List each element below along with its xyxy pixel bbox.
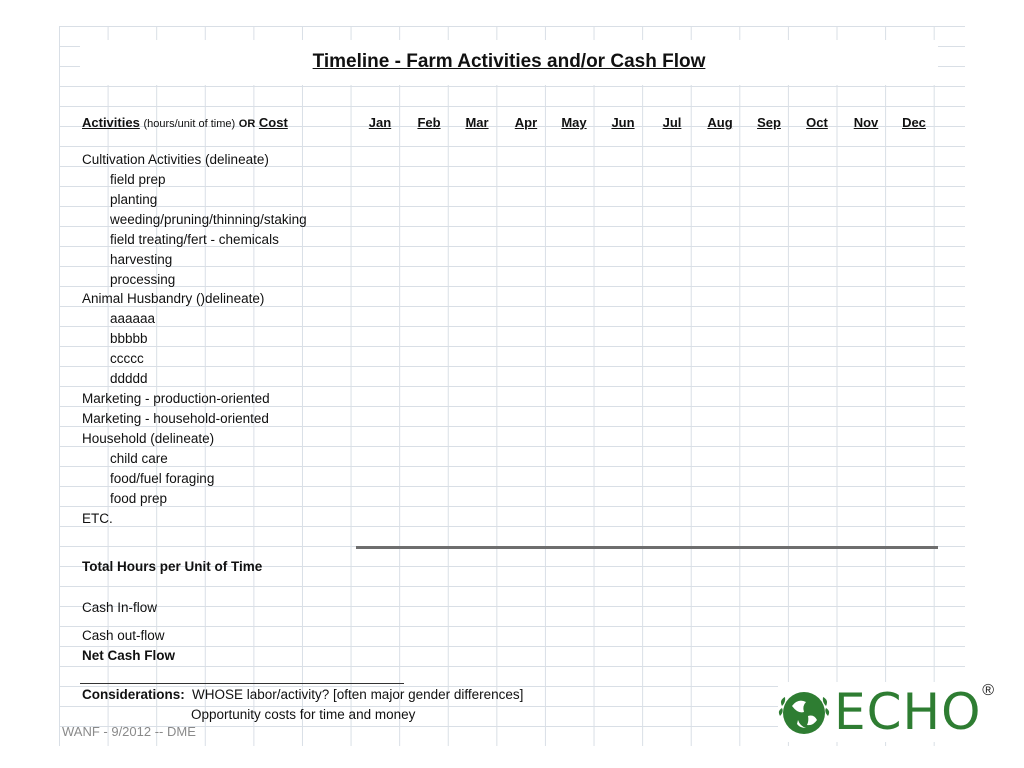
row-label-cultivation: Cultivation Activities (delineate)	[82, 152, 269, 167]
page-title: Timeline - Farm Activities and/or Cash Flow	[80, 50, 938, 74]
row-label-marketing-household: Marketing - household-oriented	[82, 411, 269, 426]
month-header-jul: Jul	[662, 115, 682, 130]
footer-credit: WANF - 9/2012 -- DME	[62, 724, 196, 739]
row-label-aaaaaa: aaaaaa	[110, 311, 156, 326]
month-header-apr: Apr	[514, 115, 538, 130]
considerations-line-1: WHOSE labor/activity? [often major gender differences]	[192, 687, 524, 702]
row-label-animal-husbandry: Animal Husbandry ()delineate)	[82, 291, 265, 306]
considerations-label: Considerations:	[82, 687, 185, 702]
echo-logo	[778, 682, 994, 742]
row-label-etc: ETC.	[82, 511, 113, 526]
globe-leaf-icon	[778, 686, 830, 738]
grid-top-margin	[59, 0, 965, 26]
row-label-food-fuel-foraging: food/fuel foraging	[110, 471, 215, 486]
row-label-ccccc: ccccc	[110, 351, 144, 366]
row-label-planting: planting	[110, 192, 158, 207]
month-header-oct: Oct	[806, 115, 828, 130]
header-cost: Cost	[258, 115, 288, 130]
row-label-bbbbb: bbbbb	[110, 331, 148, 346]
considerations-line-2: Opportunity costs for time and money	[191, 707, 416, 722]
column-header-activities	[82, 115, 288, 130]
row-label-ddddd: ddddd	[110, 371, 148, 386]
row-label-harvesting: harvesting	[110, 252, 173, 267]
row-label-household: Household (delineate)	[82, 431, 215, 446]
month-header-may: May	[561, 115, 587, 130]
row-label-food-prep: food prep	[110, 491, 168, 506]
month-header-jun: Jun	[611, 115, 635, 130]
month-header-aug: Aug	[707, 115, 733, 130]
row-label-total-hours: Total Hours per Unit of Time	[82, 559, 263, 574]
row-label-weeding: weeding/pruning/thinning/staking	[110, 212, 307, 227]
row-label-processing: processing	[110, 272, 176, 287]
month-header-nov: Nov	[853, 115, 879, 130]
row-label-child-care: child care	[110, 451, 168, 466]
row-label-cash-outflow: Cash out-flow	[82, 628, 165, 643]
row-label-net-cash-flow: Net Cash Flow	[82, 648, 176, 663]
registered-mark: ®	[982, 682, 994, 699]
totals-divider	[356, 546, 938, 549]
spreadsheet-grid	[59, 26, 965, 746]
month-header-jan: Jan	[368, 115, 392, 130]
header-units: (hours/unit of time)	[143, 118, 236, 130]
logo-text: ECHO	[834, 683, 982, 741]
header-or: OR	[238, 118, 256, 130]
month-header-mar: Mar	[465, 115, 489, 130]
row-label-field-prep: field prep	[110, 172, 166, 187]
header-activities: Activities	[82, 115, 140, 130]
month-header-feb: Feb	[417, 115, 441, 130]
month-header-sep: Sep	[757, 115, 781, 130]
row-label-field-treating: field treating/fert - chemicals	[110, 232, 279, 247]
considerations-divider	[80, 683, 404, 684]
month-header-dec: Dec	[902, 115, 926, 130]
row-label-cash-inflow: Cash In-flow	[82, 600, 158, 615]
row-label-marketing-production: Marketing - production-oriented	[82, 391, 270, 406]
